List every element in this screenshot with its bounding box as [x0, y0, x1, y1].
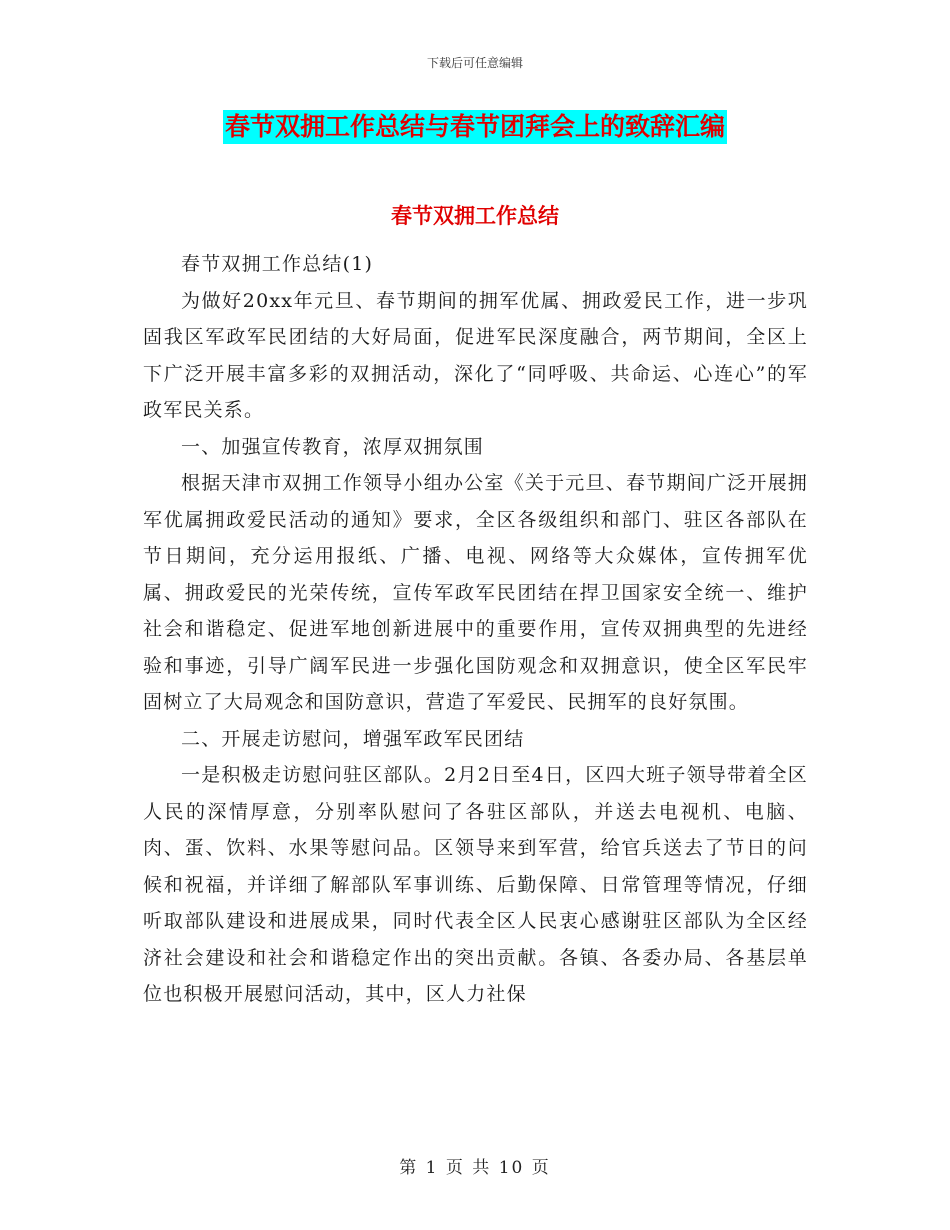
paragraph: 根据天津市双拥工作领导小组办公室《关于元旦、春节期间广泛开展拥军优属拥政爱民活动的通知》要求，全区各级组织和部门、驻区各部队在节日期间，充分运用报纸、广播、电视、网络等大众媒体，宣传拥军优属、拥政爱民的光荣传统，宣传军政军民团结在捍卫国家安全统一、维护社会和谐稳定、促进军地创新进展中的重要作用，宣传双拥典型的先进经验和事迹，引导广阔军民进一步强化国防观念和双拥意识，使全区军民牢固树立了大局观念和国防意识，营造了军爱民、民拥军的良好氛围。: [143, 472, 808, 713]
main-title: 春节双拥工作总结与春节团拜会上的致辞汇编: [223, 110, 727, 144]
paragraph-heading-3: 二、开展走访慰问，增强军政军民团结: [181, 727, 525, 750]
page-number-footer: 第 1 页 共 10 页: [399, 1158, 551, 1178]
paragraph-heading-1: 春节双拥工作总结(1): [181, 253, 374, 275]
document-body: [143, 246, 808, 1013]
paragraph-heading-2: 一、加强宣传教育，浓厚双拥氛围: [181, 435, 485, 458]
header-note: 下载后可任意编辑: [426, 56, 523, 70]
paragraph: 一是积极走访慰问驻区部队。2月2日至4日，区四大班子领导带着全区人民的深情厚意，分别率队慰问了各驻区部队，并送去电视机、电脑、肉、蛋、饮料、水果等慰问品。区领导来到军营，给官兵送去了节日的问候和祝福，并详细了解部队军事训练、后勤保障、日常管理等情况，仔细听取部队建设和进展成果，同时代表全区人民衷心感谢驻区部队为全区经济社会建设和社会和谐稳定作出的突出贡献。各镇、各委办局、各基层单位也积极开展慰问活动，其中，区人力社保: [143, 764, 808, 1005]
main-title-container: [0, 110, 950, 144]
paragraph: 为做好20xx年元旦、春节期间的拥军优属、拥政爱民工作，进一步巩固我区军政军民团结的大好局面，促进军民深度融合，两节期间，全区上下广泛开展丰富多彩的双拥活动，深化了“同呼吸、共命运、心连心”的军政军民关系。: [143, 289, 808, 421]
section-title: 春节双拥工作总结: [391, 204, 559, 228]
